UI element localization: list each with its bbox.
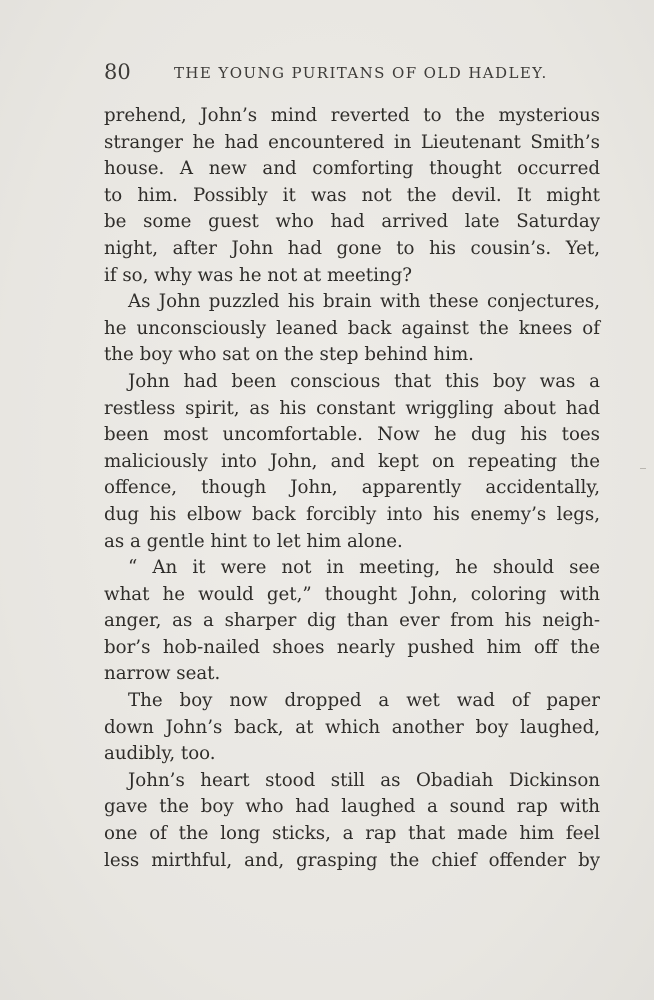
text-line: dug his elbow back forcibly into his enemy’s legs, bbox=[104, 503, 600, 525]
body-text bbox=[104, 103, 600, 874]
paragraph-start-line: The boy now dropped a wet wad of paper bbox=[128, 690, 600, 712]
page-number: 80 bbox=[104, 60, 131, 84]
text-line: narrow seat. bbox=[104, 663, 221, 685]
text-line: stranger he had encountered in Lieutenant Smith’s bbox=[104, 131, 600, 153]
text-line: to him. Possibly it was not the devil. It might bbox=[104, 184, 600, 206]
text-line: down John’s back, at which another boy laughed, bbox=[104, 716, 600, 738]
text-line: less mirthful, and, grasping the chief offender by bbox=[104, 849, 600, 871]
paragraph-start-line: John’s heart stood still as Obadiah Dickinson bbox=[128, 769, 600, 791]
text-line: gave the boy who had laughed a sound rap with bbox=[104, 796, 600, 818]
paragraph-start-line: John had been conscious that this boy was a bbox=[128, 370, 600, 392]
text-line: one of the long sticks, a rap that made him feel bbox=[104, 823, 600, 845]
running-head: THE YOUNG PURITANS OF OLD HADLEY. bbox=[174, 64, 548, 82]
text-line: maliciously into John, and kept on repeating the bbox=[104, 450, 600, 472]
text-line: restless spirit, as his constant wriggling about had bbox=[104, 397, 600, 419]
text-line: house. A new and comforting thought occurred bbox=[104, 158, 600, 180]
text-line: as a gentle hint to let him alone. bbox=[104, 530, 403, 552]
text-line: if so, why was he not at meeting? bbox=[104, 264, 412, 286]
paragraph-start-line: “ An it were not in meeting, he should see bbox=[128, 557, 600, 579]
text-line: anger, as a sharper dig than ever from his neigh- bbox=[104, 610, 600, 632]
text-line: what he would get,” thought John, coloring with bbox=[104, 583, 600, 605]
text-line: been most uncomfortable. Now he dug his toes bbox=[104, 424, 600, 446]
text-line: the boy who sat on the step behind him. bbox=[104, 344, 474, 366]
paragraph-start-line: As John puzzled his brain with these conjectures, bbox=[128, 291, 600, 313]
page-edge-mark bbox=[640, 468, 646, 469]
text-line: be some guest who had arrived late Saturday bbox=[104, 211, 600, 233]
text-line: he unconsciously leaned back against the knees of bbox=[104, 317, 600, 339]
text-line: offence, though John, apparently accidentally, bbox=[104, 477, 600, 499]
text-line: bor’s hob-nailed shoes nearly pushed him off the bbox=[104, 636, 600, 658]
page-header bbox=[104, 60, 600, 90]
text-line: prehend, John’s mind reverted to the mysterious bbox=[104, 105, 600, 126]
text-line: audibly, too. bbox=[104, 743, 216, 765]
text-line: night, after John had gone to his cousin’s. Yet, bbox=[104, 237, 600, 259]
